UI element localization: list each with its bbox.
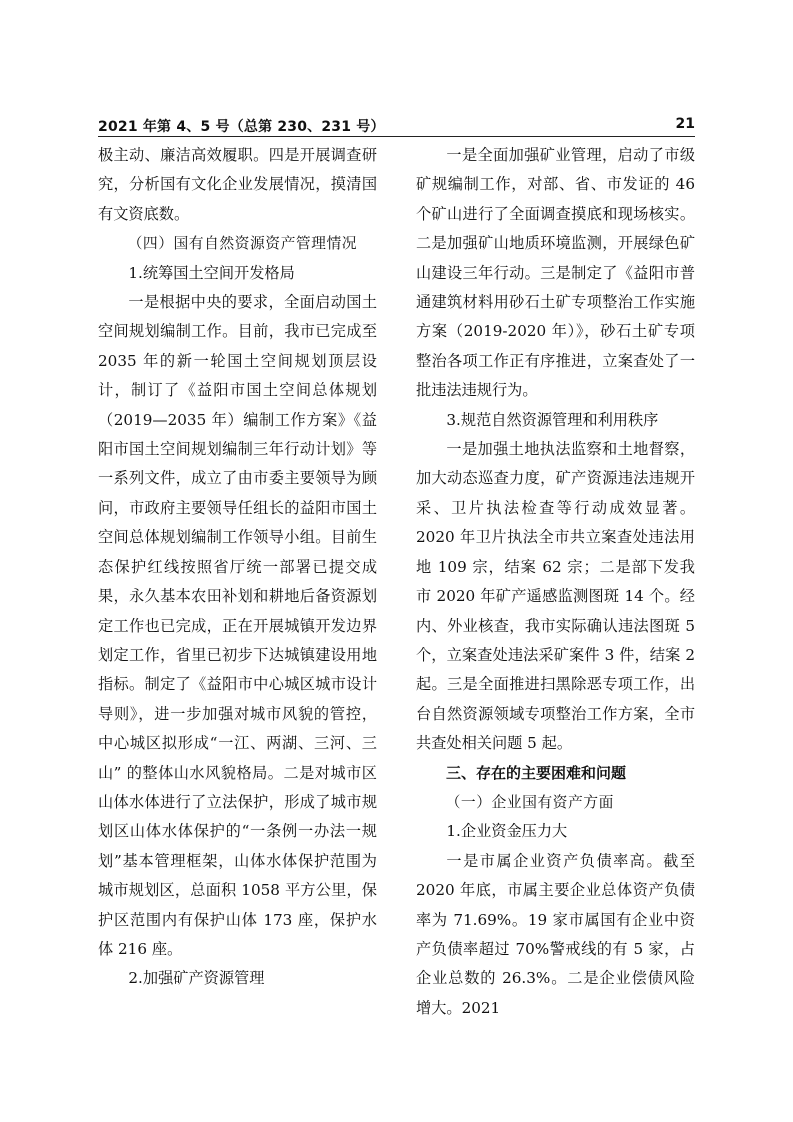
paragraph-continued: 极主动、廉洁高效履职。四是开展调查研究，分析国有文化企业发展情况，摸清国有文资底数。	[98, 146, 377, 223]
running-header	[98, 116, 695, 138]
paragraph-debt: 一是市属企业资产负债率高。截至 2020 年底，市属主要企业总体资产负债率为 71.69%。19 家市属国有企业中资产负债率超过 70%警戒线的有 5 家，占企业总数的 26.3%。二是企业偿债风险增大。2021	[416, 851, 695, 1017]
item-heading-3: 3.规范自然资源管理和利用秩序	[446, 410, 659, 429]
right-column	[416, 141, 695, 1017]
section-heading-3: 三、存在的主要困难和问题	[446, 763, 627, 782]
paragraph-mining: 一是全面加强矿业管理，启动了市级矿规编制工作，对部、省、市发证的 46 个矿山进行了全面调查摸底和现场核实。二是加强矿山地质环境监测，开展绿色矿山建设三年行动。三是制定了《益阳市普通建筑材料用砂石土矿专项整治工作实施方案（2019-2020 年）》，砂石土矿专项整治各项工作正有序推进，立案查处了一批违法违规行为。	[416, 146, 695, 400]
item-heading-4: 1.企业资金压力大	[446, 822, 568, 841]
left-column	[98, 141, 377, 1001]
paragraph-spatial-planning: 一是根据中央的要求，全面启动国土空间规划编制工作。目前，我市已完成至 2035 年的新一轮国土空间规划顶层设计，制订了《益阳市国土空间总体规划（2019—2035 年）编制工作方案》《益阳市国土空间规划编制三年行动计划》等一系列文件，成立了由市委主要领导为顾问，市政府主要领导任组长的益阳市国土空间总体规划编制工作领导小组。目前生态保护红线按照省厅统一部署已提交成果，永久基本农田补划和耕地后备资源划定工作也已完成，正在开展城镇开发边界划定工作，省里已初步下达城镇建设用地指标。制定了《益阳市中心城区城市设计导则》，进一步加强对城市风貌的管控，中心城区拟形成“一江、两湖、三河、三山” 的整体山水风貌格局。二是对城市区山体水体进行了立法保护，形成了城市规划区山体水体保护的“一条例一办法一规划”基本管理框架，山体水体保护范围为城市规划区，总面积 1058 平方公里，保护区范围内有保护山体 173 座，保护水体 216 座。	[98, 293, 377, 958]
subsection-heading-1: （一）企业国有资产方面	[445, 793, 614, 811]
item-heading-2: 2.加强矿产资源管理	[128, 969, 265, 988]
subsection-heading-4: （四）国有自然资源资产管理情况	[127, 235, 358, 253]
issue-label: 2021 年第 4、5 号（总第 230、231 号）	[98, 119, 385, 135]
paragraph-enforcement: 一是加强土地执法监察和土地督察，加大动态巡查力度，矿产资源违法违规开采、卫片执法检查等行动成效显著。2020 年卫片执法全市共立案查处违法用地 109 宗，结案 62 宗；二是部下发我市 2020 年矿产遥感监测图斑 14 个。经内、外业核查，我市实际确认违法图斑 5 个，立案查处违法采矿案件 3 件，结案 2 起。三是全面推进扫黑除恶专项工作，出台自然资源领域专项整治工作方案，全市共查处相关问题 5 起。	[416, 440, 695, 753]
header-rule	[98, 136, 695, 137]
item-heading-1: 1.统筹国土空间开发格局	[128, 263, 295, 282]
page-number: 21	[675, 116, 695, 132]
